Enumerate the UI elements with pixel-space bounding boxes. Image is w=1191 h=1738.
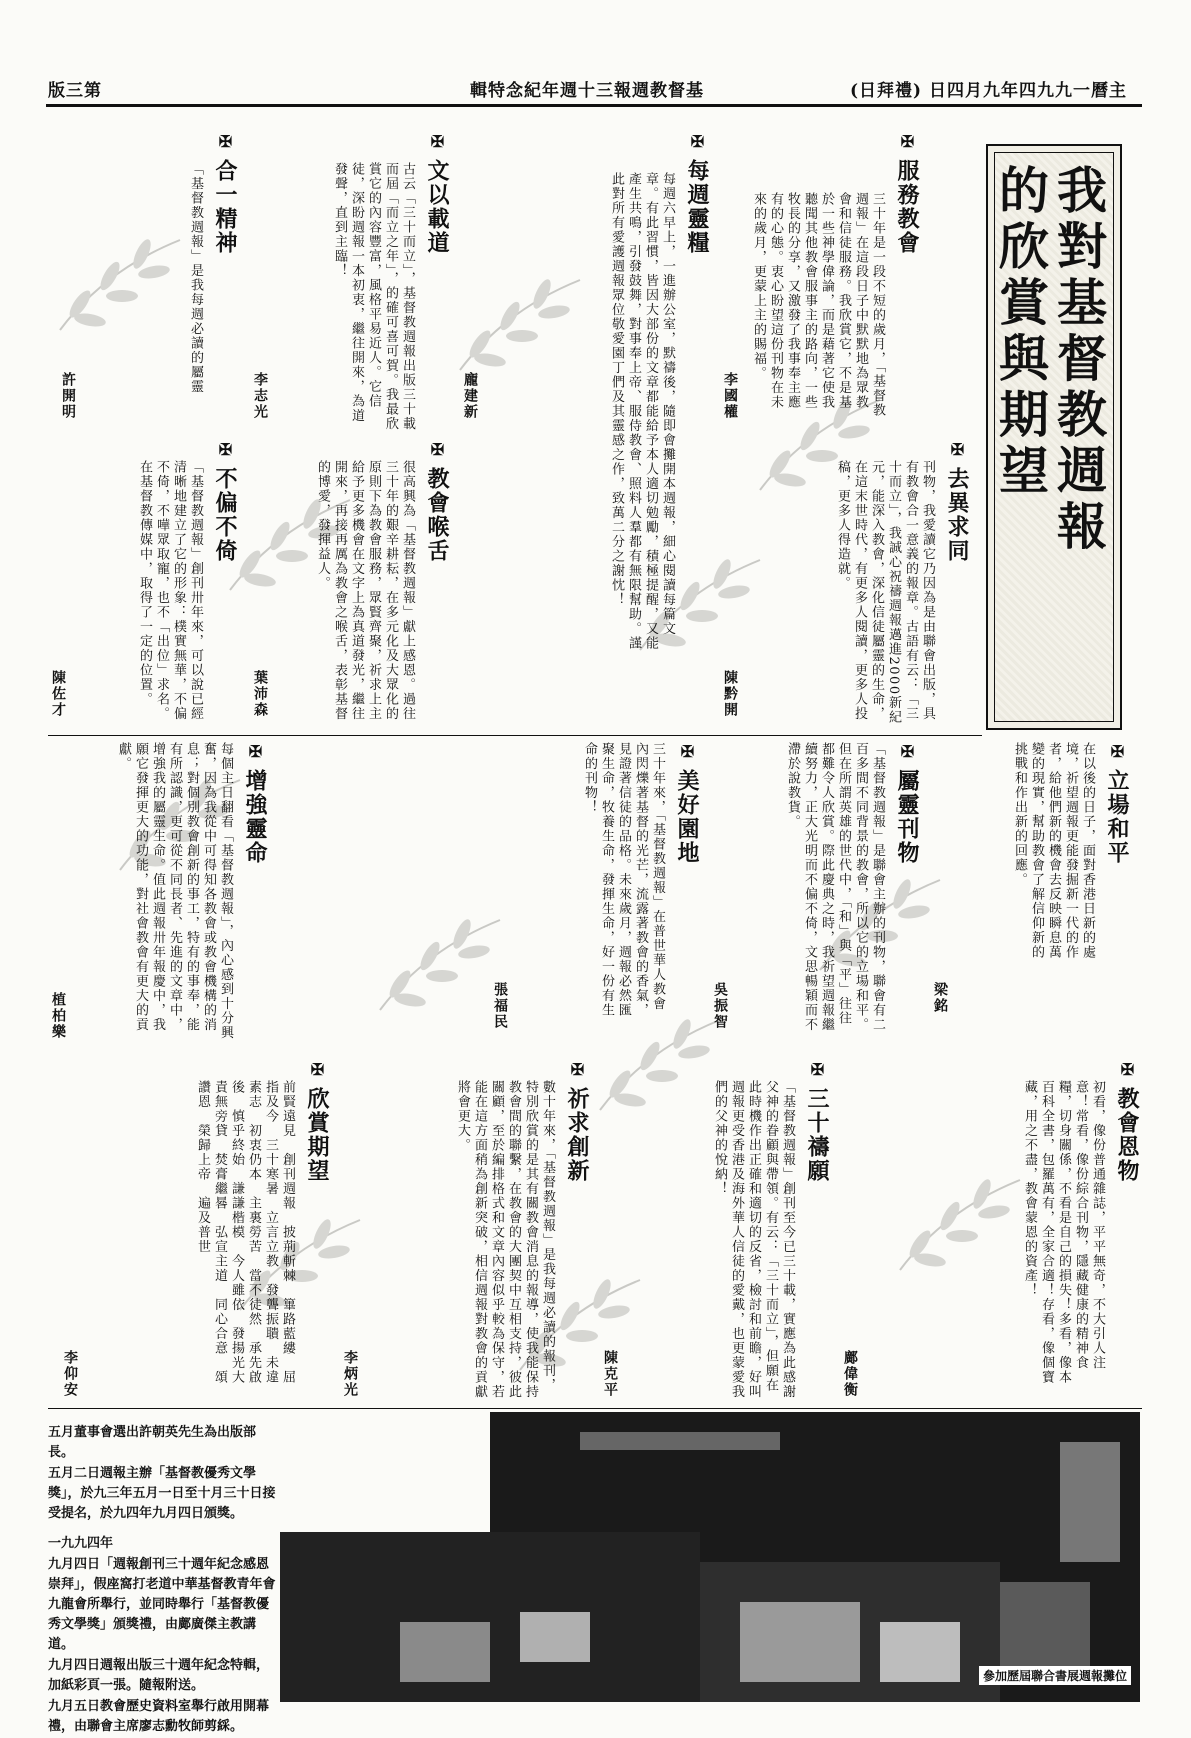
article-bupian [48, 440, 238, 730]
article-author: 張福民 [492, 982, 508, 1030]
article-quyi [720, 440, 970, 730]
timeline-entry: 五月二日週報主辦「基督教優秀文學獎」，於九三年五月一日至十月三十日接受提名，於九四年九月四日頒獎。 [48, 1466, 276, 1521]
article-author: 許開明 [60, 372, 76, 420]
article-jiaohui [250, 440, 450, 730]
cross-icon: ✠ [216, 132, 235, 153]
cross-icon: ✠ [808, 1060, 827, 1081]
article-wenyi [250, 132, 450, 432]
issue-title: 輯特念紀年週十三報週教督基 [470, 81, 704, 101]
book-fair-photo [280, 1412, 1140, 1702]
article-title: ✠教會喉舌 [424, 440, 450, 563]
cross-icon: ✠ [428, 440, 447, 461]
article-shuling [710, 742, 920, 1042]
article-xinshang [60, 1060, 330, 1400]
article-body [290, 742, 480, 1042]
cross-icon: ✠ [678, 742, 697, 763]
article-author: 李志光 [252, 372, 268, 420]
article-title: ✠不偏不倚 [212, 440, 238, 563]
cross-icon: ✠ [1118, 1060, 1137, 1081]
article-body: 很高興為「基督教週報」獻上感恩。過往三十年的艱辛耕耘，在多元化及大眾化的原則下為教會服務，眾賢齊聚，祈求上主給予更多機會在文字上為真道發光，繼往開來，再接再厲為教會之喉舌，表彰基督的博愛，發揮益人。 [315, 460, 415, 721]
cross-icon: ✠ [948, 440, 967, 461]
article-title: ✠三十禱願 [804, 1060, 830, 1183]
banner-line-1: 我對基督教週報 [1049, 164, 1108, 556]
article-title: ✠祈求創新 [564, 1060, 590, 1183]
timeline-entry: 五月董事會選出許朝英先生為出版部長。 [48, 1425, 257, 1460]
article-author: 吳振智 [712, 982, 728, 1030]
article-sanshi [600, 1060, 830, 1400]
article-title: ✠教會恩物 [1114, 1060, 1140, 1183]
article-author: 李國權 [722, 372, 738, 420]
article-title: ✠欣賞期望 [304, 1060, 330, 1183]
article-title: ✠去異求同 [944, 440, 970, 563]
article-author: 陳佐才 [50, 670, 66, 718]
article-author: 葉沛森 [252, 670, 268, 718]
issue-date: (日拜禮) 日四月九年四九九一曆主 [850, 81, 1128, 101]
article-title: ✠文以載道 [424, 132, 450, 255]
cross-icon: ✠ [308, 1060, 327, 1081]
article-author: 植柏樂 [50, 992, 66, 1040]
article-author: 李炳光 [342, 1350, 358, 1398]
article-body: 「基督教週報」是聯會主辦的刊物，聯會有二百多間不同背景的教會，所以它的立場和平。但在所謂英雄的世代中，「和」與「平」往往都難令人欣賞。際此慶典之時，我祈望週報繼續努力，正大光明而不偏不倚，文思暢穎而不滯於說教貨。 [785, 742, 885, 1032]
article-title: ✠服務教會 [894, 132, 920, 255]
article-author: 梁銘 [932, 982, 948, 1014]
timeline-year: 一九九四年 [48, 1536, 114, 1551]
timeline-entry: 九月四日週報出版三十週年紀念特輯，加紙彩頁一張。隨報附送。 [48, 1658, 270, 1693]
article-author: 龐建新 [462, 372, 478, 420]
article-meizhou [460, 132, 710, 652]
article-body: 「基督教週報」創刊至今已三十載，實應為此感謝父神的眷顧與帶領。有云：「三十而立」，但願在此時機作出正確和適切的反省，檢討和前瞻，好叫週報更受香港及海外華人信徒的愛戴，也更蒙愛我們的父神的悅納！ [712, 1080, 795, 1399]
article-body: 刊物，我愛讀它乃因為是由聯會出版，具有教會合一意義的報章。古語有云：「三十而立」，我誠心祝禱週報邁進2000新紀元，能深入教會，深化信徒屬靈的生命，在這末世時代，有更多人閱讀，更多人投稿，更多人得造就。 [835, 460, 935, 725]
article-title: ✠合一精神 [212, 132, 238, 255]
timeline [48, 1423, 278, 1738]
cross-icon: ✠ [688, 132, 707, 153]
article-body: 每個主日翻看「基督教週報」，內心感到十分興奮，因為我從中可得知各教會或教會機構的消息；對個別教會創新的事工，特有的事奉，能有所認識，更可從不同長者、先進的文章中，增強我的屬靈生命。值此週報卅年報慶中，我願它發揮更大的功能，對社會教會有更大的貢獻。 [116, 742, 233, 1040]
cross-icon: ✠ [428, 132, 447, 153]
article-author: 李仰安 [62, 1350, 78, 1398]
article-title: ✠美好園地 [674, 742, 700, 865]
cross-icon: ✠ [1108, 742, 1127, 763]
article-body: 三十年是一段不短的歲月，「基督教週報」在這段日子中默默地為眾教會和信徒服務。我欣賞它，不是基於一些神學偉論，而是藉著它使我聽聞其他教會服事主的路向，一些牧長的分享，又激發了我事奉主應有的心態。衷心盼望這份刊物在未來的歲月，更蒙上主的賜福。 [751, 192, 885, 418]
article-heyi [48, 132, 238, 432]
article-fuwu [720, 132, 920, 432]
cross-icon: ✠ [216, 440, 235, 461]
banner-line-2: 的欣賞與期望 [991, 164, 1050, 500]
article-body: 數十年來，「基督教週報」是我每週必讀的報刊，特別欣賞的是其有關教會消息的報導，使我能保持教會間的聯繫，在教會的大團契中互相支持，彼此關顧，至於編排格式和文章內容似乎較為保守，若能在這方面稍為創新突破，相信週報對教會的貢獻將會更大。 [455, 1080, 555, 1399]
article-body: 前賢遠見 創刊週報 披荊斬棘 篳路藍縷 屈指及今 三十寒暑 立言立教 發聾振聵 未違素志 初衷仍本 主裏勞苦 當不徒然 承先啟後 慎乎終始 謙謙楷模 今人雖依 發揚光大 責無旁貸 焚膏繼晷 弘宣主道 同心合意 頌讚恩 榮歸上帝 遍及普世 [195, 1080, 295, 1399]
article-body: 初看，像份普通雜誌，平平無奇，不大引人注意！常看，像份綜合刊物，隱藏健康的精神食糧，切身關係，不看是自己的損失！多看，像本百科全書，包羅萬有，全家合適！存看，像個寶藏，用之不盡，教會蒙恩的資產！ [1022, 1080, 1105, 1385]
article-body: 古云「三十而立」，基督教週報出版三十載而屆「而立之年」，的確可喜可賀。我最欣賞它的內容豐富，風格平易近人。它信徒，深盼週報一本初衷，繼往開來，為道發聲，直到主臨！ [332, 162, 415, 431]
cross-icon: ✠ [898, 742, 917, 763]
article-meihao [490, 742, 700, 1042]
cross-icon: ✠ [246, 742, 265, 763]
article-body: 「基督教週報」創刊卅年來，可以說已經清晰地建立了它的形象：樸實無華，不偏不倚，不嘩眾取寵，也不「出位」求名。在基督教傳媒中，取得了一定的位置。 [137, 460, 203, 721]
article-author: 鄺偉衡 [842, 1350, 858, 1398]
article-qiqiu [340, 1060, 590, 1400]
article-body: 在以後的日子，面對香港日新的處境，祈望週報更能發掘新一代的作者，給他們新的機會去反映瞬息萬變的現實，幫助教會了解信仰新的挑戰和作出新的回應。 [1012, 742, 1095, 960]
article-author: 陳克平 [602, 1350, 618, 1398]
article-title: ✠每週靈糧 [684, 132, 710, 255]
article-lichang [930, 742, 1130, 1042]
page-number: 版三第 [48, 81, 102, 101]
article-title: ✠立場和平 [1104, 742, 1130, 865]
cross-icon: ✠ [568, 1060, 587, 1081]
tier-divider [48, 735, 982, 736]
article-jiaohui-extra [280, 742, 480, 1062]
article-author: 陳黔開 [722, 670, 738, 718]
article-title: ✠增強靈命 [242, 742, 268, 865]
cross-icon: ✠ [898, 132, 917, 153]
article-enwu [840, 1060, 1140, 1400]
header-rule [46, 104, 1142, 107]
article-title: ✠屬靈刊物 [894, 742, 920, 865]
article-body: 三十年來，「基督教週報」在普世華人教會內閃爍著基督的光芒，流露著教會的香氣，見證著信徒的品格。未來歲月，週報必然匯聚生命，牧養生命，發揮生命，好一份有生命的刊物！ [582, 742, 665, 1018]
article-body: 「基督教週報」是我每週必讀的屬靈 [188, 162, 203, 394]
article-body: 每週六早上，一進辦公室，默禱後，隨即會攤開本週報，細心閱讀每篇文章。有此習慣，皆因大部份的文章都能給予本人適切勉勵，積極提醒，又能產生共鳴，引發鼓舞，對事奉上帝、服侍教會、照料人羣都有無限幫助。謹此對所有愛護週報眾位敬愛園丁們及其靈感之作，致萬二分之謝忱！ [609, 172, 675, 651]
timeline-entry: 九月五日教會歷史資料室舉行啟用開幕禮，由聯會主席廖志勳牧師剪綵。 [48, 1699, 270, 1734]
timeline-entry: 九月四日「週報創刊三十週年紀念感恩崇拜」，假座窩打老道中華基督教青年會九龍會所舉行，並同時舉行「基督教優秀文學獎」頒獎禮，由鄺廣傑主教講道。 [48, 1557, 276, 1652]
photo-caption: 參加歷屆聯合書展週報攤位 [979, 1666, 1131, 1685]
headline-banner [986, 144, 1122, 730]
article-zengqiang [48, 742, 268, 1062]
bottom-rule [48, 1408, 1142, 1409]
